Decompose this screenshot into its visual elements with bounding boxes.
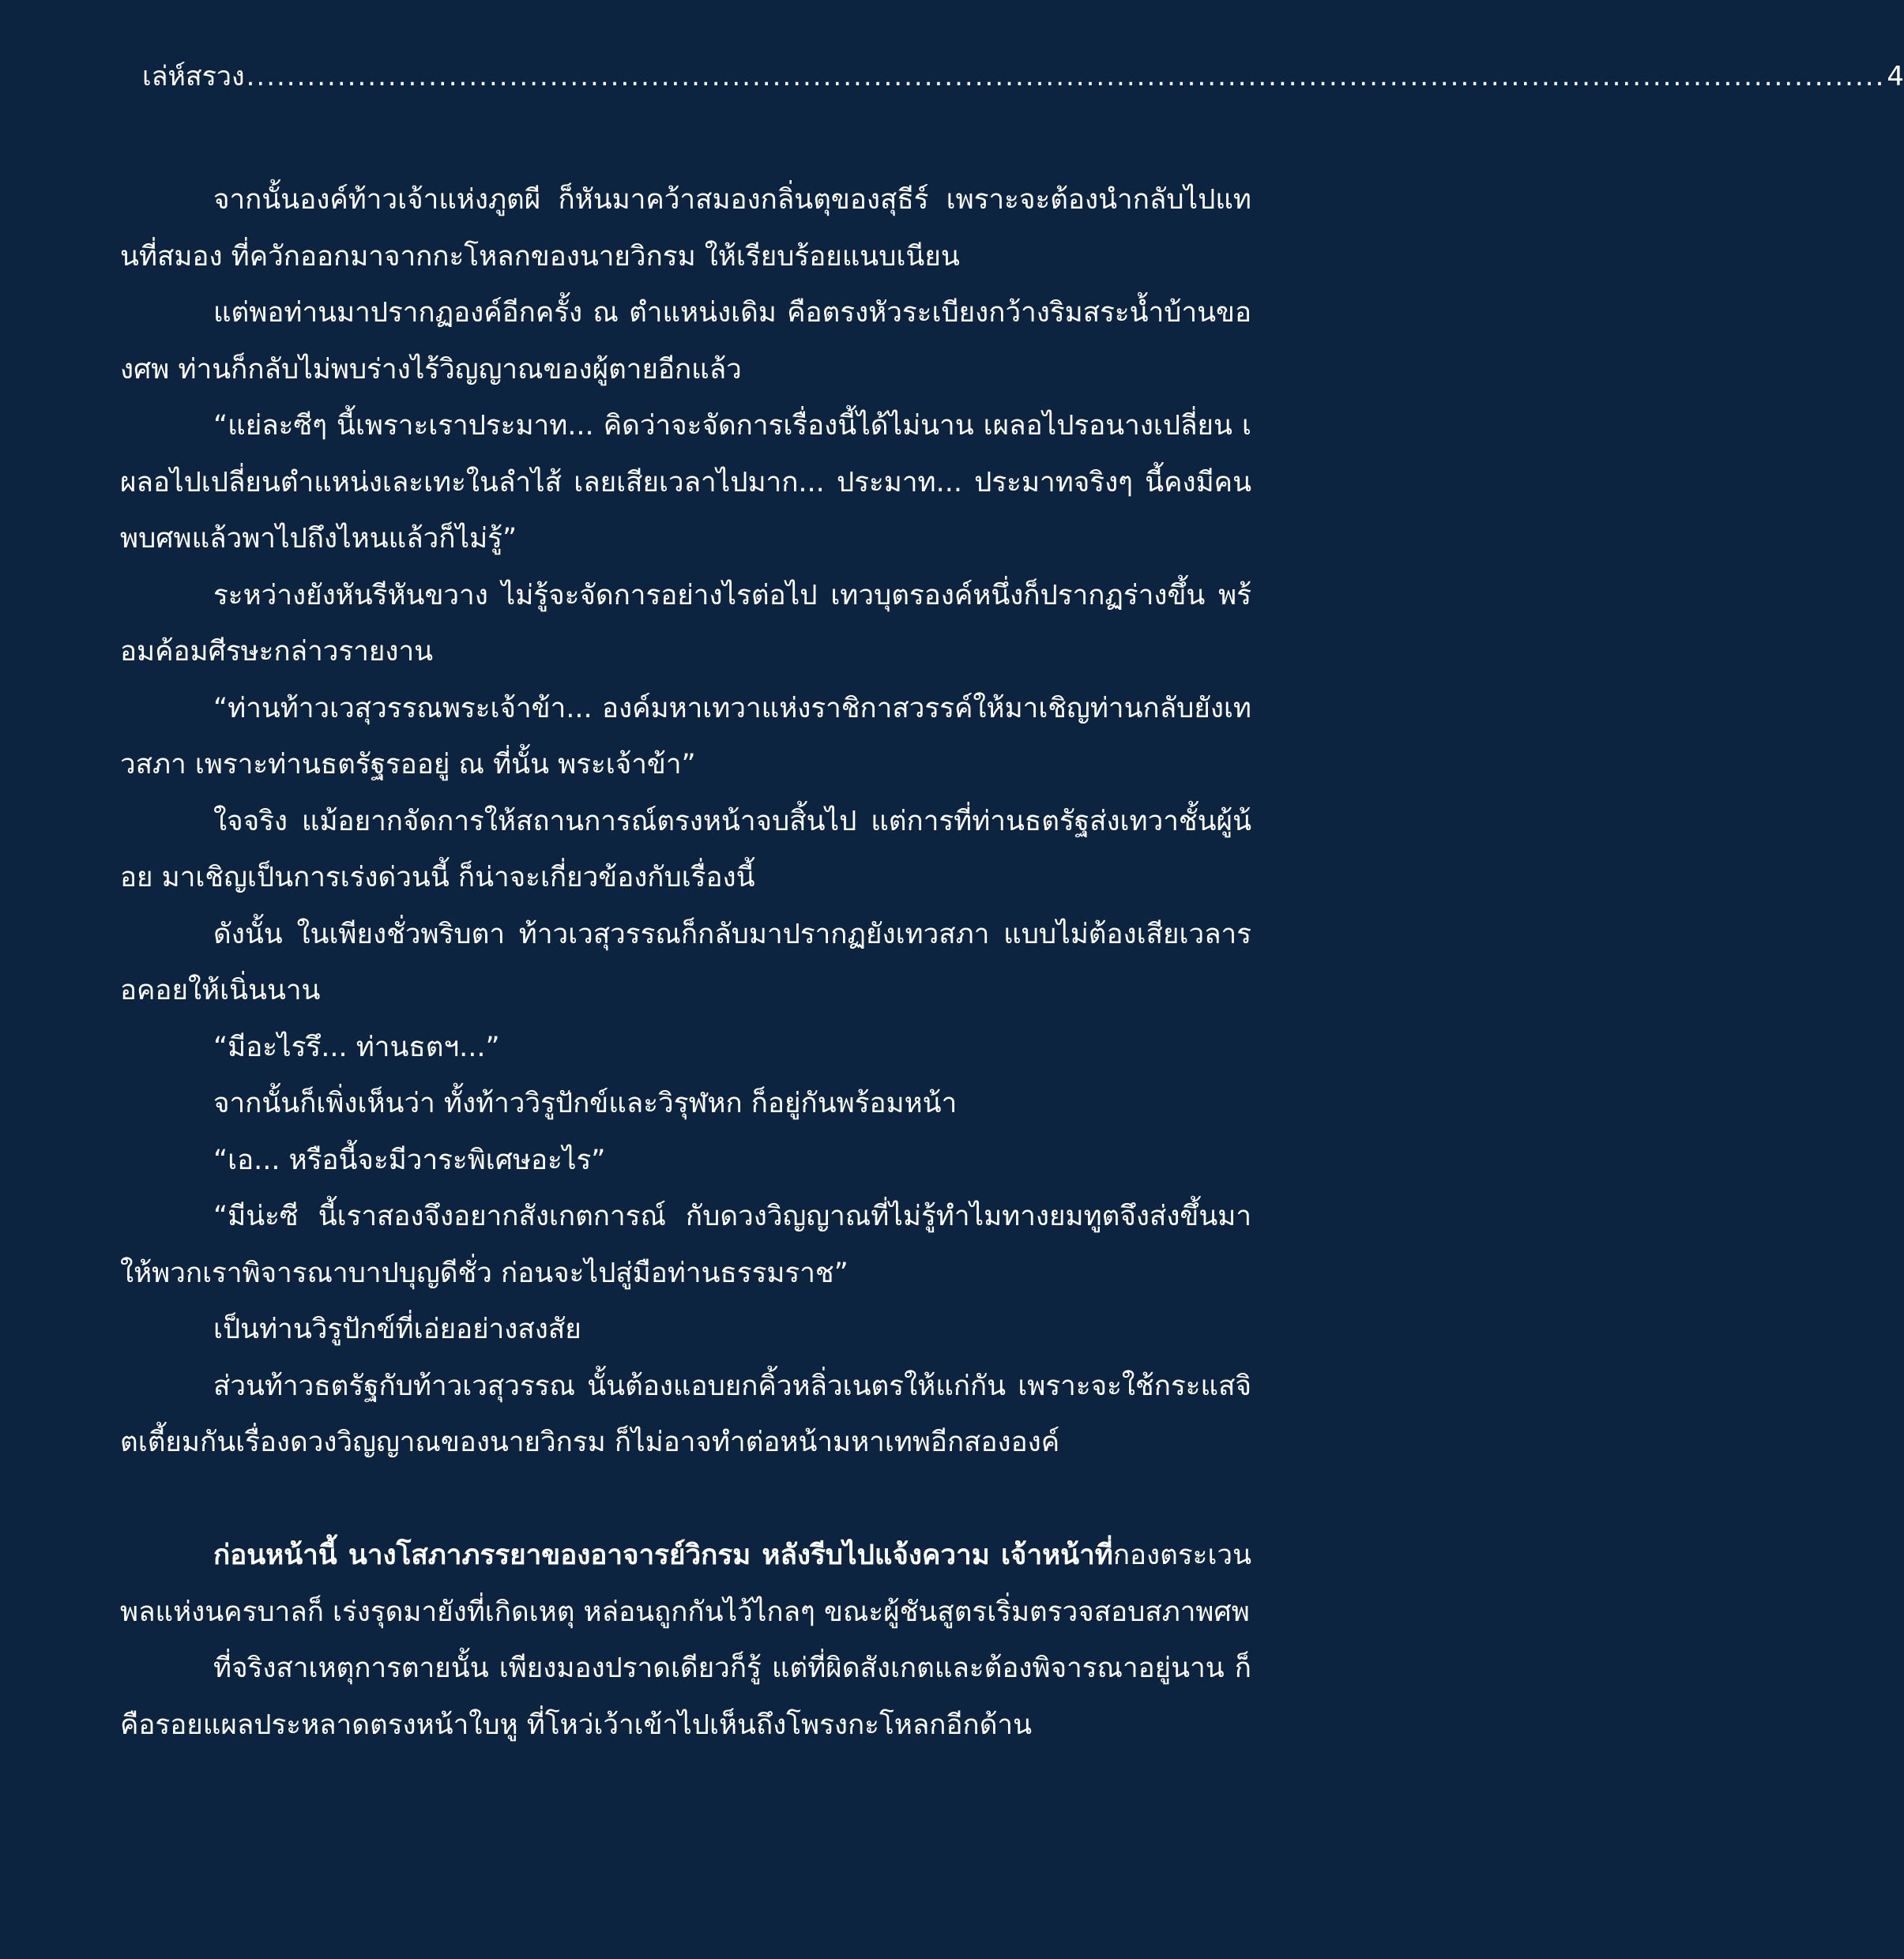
dot-leader: .................................................................................................................................................................. [246,61,1886,92]
page-header [142,57,1904,96]
bold-lead-text: ก่อนหน้านี้ นางโสภาภรรยาของอาจารย์วิกรม หลังรีบไปแจ้งความ เจ้าหน้าที่ [213,1540,1113,1571]
paragraph: ใจจริง แม้อยากจัดการให้สถานการณ์ตรงหน้าจบสิ้นไป แต่การที่ท่านธตรัฐส่งเทวาชั้นผู้น้อย มาเชิญเป็นการเร่งด่วนนี้ ก็น่าจะเกี่ยวข้องกับเรื่องนี้ [120,805,1251,893]
paragraph: จากนั้นองค์ท้าวเจ้าแห่งภูตผี ก็หันมาคว้าสมองกลิ่นตุของสุธีร์ เพราะจะต้องนำกลับไปแทนที่สมอง ที่ควักออกมาจากกะโหลกของนายวิกรม ให้เรียบร้อยแนบเนียน [120,184,1251,273]
paragraph-text: กองตระเวนพลแห่งนครบาลก็ เร่งรุดมายังที่เกิดเหตุ หล่อนถูกกันไว้ไกลๆ ขณะผู้ชันสูตรเริ่มตรวจสอบสภาพศพ [120,1540,1251,1628]
paragraph: “เอ... หรือนี้จะมีวาระพิเศษอะไร” [213,1144,606,1176]
section-break-paragraph [120,1528,1251,1641]
running-title: เล่ห์สรวง [142,61,245,92]
paragraph: ส่วนท้าวธตรัฐกับท้าวเวสุวรรณ นั้นต้องแอบยกคิ้วหลิ่วเนตรให้แก่กัน เพราะจะใช้กระแสจิตเตี้ยมกันเรื่องดวงวิญญาณของนายวิกรม ก็ไม่อาจทำต่อหน้ามหาเทพอีกสององค์ [120,1370,1251,1458]
paragraph: แต่พอท่านมาปรากฏองค์อีกครั้ง ณ ตำแหน่งเดิม คือตรงหัวระเบียงกว้างริมสระน้ำบ้านของศพ ท่านก็กลับไม่พบร่างไร้วิญญาณของผู้ตายอีกแล้ว [120,297,1251,385]
page-number: 4 [1887,61,1904,92]
paragraph: ดังนั้น ในเพียงชั่วพริบตา ท้าวเวสุวรรณก็กลับมาปรากฏยังเทวสภา แบบไม่ต้องเสียเวลารอคอยให้เนิ่นนาน [120,918,1251,1006]
paragraph: ระหว่างยังหันรีหันขวาง ไม่รู้จะจัดการอย่างไรต่อไป เทวบุตรองค์หนึ่งก็ปรากฏร่างขึ้น พร้อมค้อมศีรษะกล่าวรายงาน [120,579,1251,667]
paragraph: “ท่านท้าวเวสุวรรณพระเจ้าข้า... องค์มหาเทวาแห่งราชิกาสวรรค์ให้มาเชิญท่านกลับยังเทวสภา เพราะท่านธตรัฐรออยู่ ณ ที่นั้น พระเจ้าข้า” [120,692,1251,780]
paragraph: “มีน่ะซี นี้เราสองจึงอยากสังเกตการณ์ กับดวงวิญญาณที่ไม่รู้ทำไมทางยมทูตจึงส่งขึ้นมา ให้พวกเราพิจารณาบาปบุญดีชั่ว ก่อนจะไปสู่มือท่านธรรมราช” [120,1201,1251,1289]
paragraph: “มีอะไรรึ... ท่านธตฯ...” [213,1031,500,1063]
paragraph: ที่จริงสาเหตุการตายนั้น เพียงมองปราดเดียวก็รู้ แต่ที่ผิดสังเกตและต้องพิจารณาอยู่นาน ก็คือรอยแผลประหลาดตรงหน้าใบหู ที่โหว่เว้าเข้าไปเห็นถึงโพรงกะโหลกอีกด้าน [120,1653,1251,1741]
body-text [120,172,1251,1754]
paragraph: จากนั้นก็เพิ่งเห็นว่า ทั้งท้าววิรูปักข์และวิรุฬหก ก็อยู่กันพร้อมหน้า [213,1088,958,1119]
paragraph: เป็นท่านวิรูปักข์ที่เอ่ยอย่างสงสัย [213,1314,581,1345]
paragraph: “แย่ละซีๆ นี้เพราะเราประมาท... คิดว่าจะจัดการเรื่องนี้ได้ไม่นาน เผลอไปรอนางเปลี่ยน เผลอไปเปลี่ยนตำแหน่งเละเทะในลำไส้ เลยเสียเวลาไปมาก... ประมาท... ประมาทจริงๆ นี้คงมีคนพบศพแล้วพาไปถึงไหนแล้วก็ไม่รู้” [120,410,1251,555]
